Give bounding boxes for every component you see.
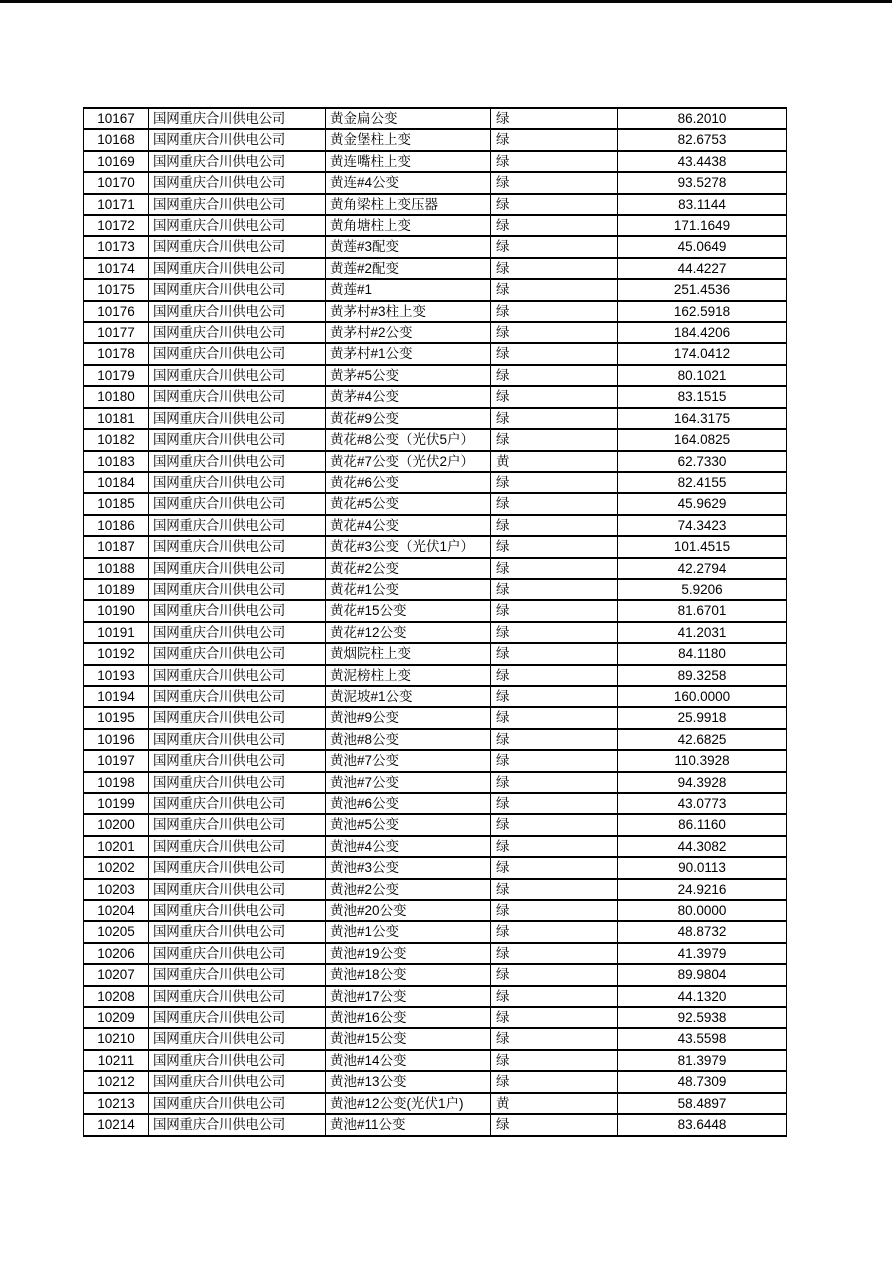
cell-device: 黄泥榜柱上变 — [326, 665, 491, 686]
cell-id: 10172 — [84, 215, 149, 236]
cell-status: 绿 — [491, 493, 618, 514]
cell-id: 10202 — [84, 857, 149, 878]
cell-value: 24.9216 — [618, 879, 787, 900]
cell-id: 10201 — [84, 836, 149, 857]
cell-company: 国网重庆合川供电公司 — [149, 558, 326, 579]
cell-value: 44.1320 — [618, 986, 787, 1007]
cell-status: 黄 — [491, 1093, 618, 1114]
cell-status: 绿 — [491, 386, 618, 407]
cell-id: 10192 — [84, 643, 149, 664]
table-row — [84, 943, 787, 964]
cell-company: 国网重庆合川供电公司 — [149, 729, 326, 750]
cell-status: 绿 — [491, 558, 618, 579]
table-row — [84, 665, 787, 686]
table-row — [84, 493, 787, 514]
cell-company: 国网重庆合川供电公司 — [149, 600, 326, 621]
cell-company: 国网重庆合川供电公司 — [149, 194, 326, 215]
cell-status: 绿 — [491, 943, 618, 964]
cell-status: 绿 — [491, 172, 618, 193]
cell-device: 黄池#7公变 — [326, 772, 491, 793]
table-row — [84, 215, 787, 236]
cell-id: 10203 — [84, 879, 149, 900]
cell-value: 41.2031 — [618, 622, 787, 643]
cell-device: 黄角梁柱上变压器 — [326, 194, 491, 215]
cell-device: 黄茅村#3柱上变 — [326, 301, 491, 322]
cell-device: 黄花#15公变 — [326, 600, 491, 621]
cell-id: 10212 — [84, 1071, 149, 1092]
cell-id: 10214 — [84, 1114, 149, 1135]
cell-id: 10195 — [84, 707, 149, 728]
table-row — [84, 1028, 787, 1049]
cell-status: 绿 — [491, 322, 618, 343]
table-row — [84, 707, 787, 728]
cell-company: 国网重庆合川供电公司 — [149, 772, 326, 793]
cell-company: 国网重庆合川供电公司 — [149, 921, 326, 942]
cell-status: 绿 — [491, 814, 618, 835]
cell-status: 绿 — [491, 151, 618, 172]
cell-company: 国网重庆合川供电公司 — [149, 964, 326, 985]
cell-device: 黄池#19公变 — [326, 943, 491, 964]
cell-status: 绿 — [491, 279, 618, 300]
cell-id: 10181 — [84, 408, 149, 429]
cell-status: 绿 — [491, 365, 618, 386]
cell-id: 10183 — [84, 451, 149, 472]
cell-value: 82.4155 — [618, 472, 787, 493]
cell-value: 43.4438 — [618, 151, 787, 172]
cell-value: 83.1144 — [618, 194, 787, 215]
cell-value: 83.6448 — [618, 1114, 787, 1135]
cell-value: 89.9804 — [618, 964, 787, 985]
cell-value: 43.5598 — [618, 1028, 787, 1049]
cell-id: 10169 — [84, 151, 149, 172]
cell-id: 10205 — [84, 921, 149, 942]
cell-company: 国网重庆合川供电公司 — [149, 493, 326, 514]
cell-status: 绿 — [491, 857, 618, 878]
cell-device: 黄花#1公变 — [326, 579, 491, 600]
cell-company: 国网重庆合川供电公司 — [149, 386, 326, 407]
cell-device: 黄池#20公变 — [326, 900, 491, 921]
cell-id: 10188 — [84, 558, 149, 579]
table-row — [84, 172, 787, 193]
cell-company: 国网重庆合川供电公司 — [149, 408, 326, 429]
cell-company: 国网重庆合川供电公司 — [149, 236, 326, 257]
cell-company: 国网重庆合川供电公司 — [149, 686, 326, 707]
table-row — [84, 793, 787, 814]
cell-device: 黄花#12公变 — [326, 622, 491, 643]
cell-id: 10204 — [84, 900, 149, 921]
table-row — [84, 686, 787, 707]
cell-id: 10196 — [84, 729, 149, 750]
cell-id: 10208 — [84, 986, 149, 1007]
cell-company: 国网重庆合川供电公司 — [149, 900, 326, 921]
table-row — [84, 921, 787, 942]
cell-value: 45.0649 — [618, 236, 787, 257]
cell-company: 国网重庆合川供电公司 — [149, 1114, 326, 1135]
cell-id: 10178 — [84, 343, 149, 364]
table-row — [84, 558, 787, 579]
cell-device: 黄连嘴柱上变 — [326, 151, 491, 172]
cell-value: 45.9629 — [618, 493, 787, 514]
cell-status: 绿 — [491, 429, 618, 450]
table-row — [84, 129, 787, 150]
cell-value: 94.3928 — [618, 772, 787, 793]
table-row — [84, 579, 787, 600]
cell-value: 171.1649 — [618, 215, 787, 236]
cell-company: 国网重庆合川供电公司 — [149, 215, 326, 236]
cell-id: 10179 — [84, 365, 149, 386]
cell-status: 绿 — [491, 772, 618, 793]
table-row — [84, 279, 787, 300]
cell-device: 黄泥坡#1公变 — [326, 686, 491, 707]
cell-value: 74.3423 — [618, 515, 787, 536]
cell-company: 国网重庆合川供电公司 — [149, 836, 326, 857]
table-row — [84, 1050, 787, 1071]
cell-id: 10171 — [84, 194, 149, 215]
cell-company: 国网重庆合川供电公司 — [149, 793, 326, 814]
cell-id: 10177 — [84, 322, 149, 343]
table-row — [84, 814, 787, 835]
cell-device: 黄池#14公变 — [326, 1050, 491, 1071]
cell-id: 10200 — [84, 814, 149, 835]
table-row — [84, 301, 787, 322]
table-row — [84, 194, 787, 215]
cell-id: 10209 — [84, 1007, 149, 1028]
cell-device: 黄莲#1 — [326, 279, 491, 300]
cell-device: 黄池#7公变 — [326, 750, 491, 771]
cell-value: 83.1515 — [618, 386, 787, 407]
cell-status: 绿 — [491, 1071, 618, 1092]
cell-company: 国网重庆合川供电公司 — [149, 665, 326, 686]
cell-status: 绿 — [491, 1028, 618, 1049]
cell-status: 绿 — [491, 1007, 618, 1028]
cell-id: 10167 — [84, 108, 149, 129]
cell-device: 黄花#3公变（光伏1户） — [326, 536, 491, 557]
cell-value: 101.4515 — [618, 536, 787, 557]
cell-status: 绿 — [491, 579, 618, 600]
cell-status: 绿 — [491, 750, 618, 771]
cell-id: 10191 — [84, 622, 149, 643]
table-row — [84, 879, 787, 900]
cell-status: 黄 — [491, 451, 618, 472]
cell-value: 62.7330 — [618, 451, 787, 472]
cell-company: 国网重庆合川供电公司 — [149, 172, 326, 193]
cell-device: 黄池#3公变 — [326, 857, 491, 878]
cell-value: 174.0412 — [618, 343, 787, 364]
cell-company: 国网重庆合川供电公司 — [149, 151, 326, 172]
cell-company: 国网重庆合川供电公司 — [149, 1093, 326, 1114]
table-row — [84, 472, 787, 493]
table-row — [84, 429, 787, 450]
table-row — [84, 408, 787, 429]
cell-id: 10185 — [84, 493, 149, 514]
table-row — [84, 322, 787, 343]
cell-status: 绿 — [491, 900, 618, 921]
table-row — [84, 1071, 787, 1092]
cell-company: 国网重庆合川供电公司 — [149, 579, 326, 600]
cell-status: 绿 — [491, 108, 618, 129]
table-row — [84, 622, 787, 643]
cell-id: 10174 — [84, 258, 149, 279]
cell-status: 绿 — [491, 472, 618, 493]
table-row — [84, 1114, 787, 1135]
cell-company: 国网重庆合川供电公司 — [149, 1007, 326, 1028]
cell-device: 黄花#5公变 — [326, 493, 491, 514]
cell-status: 绿 — [491, 408, 618, 429]
cell-status: 绿 — [491, 836, 618, 857]
cell-device: 黄莲#3配变 — [326, 236, 491, 257]
table-row — [84, 343, 787, 364]
cell-company: 国网重庆合川供电公司 — [149, 1050, 326, 1071]
cell-value: 93.5278 — [618, 172, 787, 193]
table-row — [84, 536, 787, 557]
cell-device: 黄池#6公变 — [326, 793, 491, 814]
cell-device: 黄烟院柱上变 — [326, 643, 491, 664]
cell-value: 86.1160 — [618, 814, 787, 835]
cell-status: 绿 — [491, 665, 618, 686]
cell-device: 黄茅#5公变 — [326, 365, 491, 386]
cell-company: 国网重庆合川供电公司 — [149, 472, 326, 493]
cell-device: 黄茅#4公变 — [326, 386, 491, 407]
cell-value: 84.1180 — [618, 643, 787, 664]
cell-value: 48.8732 — [618, 921, 787, 942]
cell-device: 黄池#8公变 — [326, 729, 491, 750]
table-row — [84, 729, 787, 750]
cell-value: 86.2010 — [618, 108, 787, 129]
cell-value: 164.3175 — [618, 408, 787, 429]
cell-company: 国网重庆合川供电公司 — [149, 429, 326, 450]
cell-value: 48.7309 — [618, 1071, 787, 1092]
cell-device: 黄池#13公变 — [326, 1071, 491, 1092]
cell-device: 黄池#11公变 — [326, 1114, 491, 1135]
cell-company: 国网重庆合川供电公司 — [149, 1071, 326, 1092]
cell-value: 92.5938 — [618, 1007, 787, 1028]
cell-company: 国网重庆合川供电公司 — [149, 622, 326, 643]
cell-company: 国网重庆合川供电公司 — [149, 707, 326, 728]
cell-value: 81.3979 — [618, 1050, 787, 1071]
table-row — [84, 857, 787, 878]
cell-id: 10198 — [84, 772, 149, 793]
cell-value: 25.9918 — [618, 707, 787, 728]
cell-company: 国网重庆合川供电公司 — [149, 750, 326, 771]
cell-status: 绿 — [491, 707, 618, 728]
cell-company: 国网重庆合川供电公司 — [149, 536, 326, 557]
table-row — [84, 600, 787, 621]
cell-device: 黄连#4公变 — [326, 172, 491, 193]
cell-value: 110.3928 — [618, 750, 787, 771]
cell-status: 绿 — [491, 343, 618, 364]
cell-id: 10187 — [84, 536, 149, 557]
cell-status: 绿 — [491, 964, 618, 985]
cell-device: 黄池#1公变 — [326, 921, 491, 942]
cell-device: 黄金堡柱上变 — [326, 129, 491, 150]
cell-company: 国网重庆合川供电公司 — [149, 986, 326, 1007]
cell-id: 10182 — [84, 429, 149, 450]
cell-id: 10170 — [84, 172, 149, 193]
cell-device: 黄池#15公变 — [326, 1028, 491, 1049]
cell-status: 绿 — [491, 1114, 618, 1135]
cell-device: 黄池#9公变 — [326, 707, 491, 728]
cell-status: 绿 — [491, 515, 618, 536]
cell-device: 黄池#17公变 — [326, 986, 491, 1007]
cell-device: 黄莲#2配变 — [326, 258, 491, 279]
table-row — [84, 836, 787, 857]
table-row — [84, 108, 787, 129]
cell-value: 43.0773 — [618, 793, 787, 814]
cell-status: 绿 — [491, 986, 618, 1007]
cell-status: 绿 — [491, 215, 618, 236]
cell-device: 黄花#7公变（光伏2户） — [326, 451, 491, 472]
page-top-edge-line — [0, 0, 892, 3]
cell-value: 90.0113 — [618, 857, 787, 878]
cell-value: 184.4206 — [618, 322, 787, 343]
cell-status: 绿 — [491, 793, 618, 814]
cell-id: 10186 — [84, 515, 149, 536]
cell-company: 国网重庆合川供电公司 — [149, 365, 326, 386]
cell-status: 绿 — [491, 194, 618, 215]
table-row — [84, 900, 787, 921]
cell-device: 黄池#2公变 — [326, 879, 491, 900]
cell-value: 82.6753 — [618, 129, 787, 150]
cell-status: 绿 — [491, 686, 618, 707]
cell-value: 44.4227 — [618, 258, 787, 279]
cell-company: 国网重庆合川供电公司 — [149, 515, 326, 536]
cell-status: 绿 — [491, 129, 618, 150]
cell-id: 10168 — [84, 129, 149, 150]
cell-value: 162.5918 — [618, 301, 787, 322]
table-row — [84, 365, 787, 386]
cell-id: 10175 — [84, 279, 149, 300]
cell-company: 国网重庆合川供电公司 — [149, 879, 326, 900]
cell-company: 国网重庆合川供电公司 — [149, 814, 326, 835]
table-row — [84, 750, 787, 771]
cell-status: 绿 — [491, 729, 618, 750]
cell-id: 10211 — [84, 1050, 149, 1071]
cell-id: 10207 — [84, 964, 149, 985]
cell-value: 251.4536 — [618, 279, 787, 300]
cell-company: 国网重庆合川供电公司 — [149, 301, 326, 322]
cell-status: 绿 — [491, 236, 618, 257]
cell-company: 国网重庆合川供电公司 — [149, 857, 326, 878]
table-body — [84, 108, 787, 1136]
table-row — [84, 1093, 787, 1114]
cell-device: 黄花#9公变 — [326, 408, 491, 429]
cell-status: 绿 — [491, 600, 618, 621]
cell-device: 黄池#18公变 — [326, 964, 491, 985]
cell-company: 国网重庆合川供电公司 — [149, 451, 326, 472]
cell-status: 绿 — [491, 643, 618, 664]
cell-id: 10197 — [84, 750, 149, 771]
table-row — [84, 986, 787, 1007]
cell-value: 89.3258 — [618, 665, 787, 686]
cell-id: 10199 — [84, 793, 149, 814]
cell-status: 绿 — [491, 921, 618, 942]
cell-value: 160.0000 — [618, 686, 787, 707]
cell-company: 国网重庆合川供电公司 — [149, 343, 326, 364]
table-row — [84, 386, 787, 407]
cell-device: 黄池#5公变 — [326, 814, 491, 835]
transformer-load-table — [83, 107, 787, 1137]
table-row — [84, 236, 787, 257]
table-row — [84, 772, 787, 793]
table-row — [84, 964, 787, 985]
cell-status: 绿 — [491, 879, 618, 900]
cell-id: 10190 — [84, 600, 149, 621]
cell-device: 黄花#8公变（光伏5户） — [326, 429, 491, 450]
cell-status: 绿 — [491, 301, 618, 322]
cell-company: 国网重庆合川供电公司 — [149, 108, 326, 129]
cell-company: 国网重庆合川供电公司 — [149, 943, 326, 964]
cell-status: 绿 — [491, 536, 618, 557]
cell-value: 58.4897 — [618, 1093, 787, 1114]
cell-company: 国网重庆合川供电公司 — [149, 279, 326, 300]
table-row — [84, 1007, 787, 1028]
cell-id: 10210 — [84, 1028, 149, 1049]
table-row — [84, 643, 787, 664]
cell-id: 10193 — [84, 665, 149, 686]
cell-status: 绿 — [491, 1050, 618, 1071]
cell-status: 绿 — [491, 622, 618, 643]
cell-value: 41.3979 — [618, 943, 787, 964]
cell-company: 国网重庆合川供电公司 — [149, 129, 326, 150]
table-row — [84, 451, 787, 472]
cell-status: 绿 — [491, 258, 618, 279]
table-row — [84, 258, 787, 279]
cell-value: 164.0825 — [618, 429, 787, 450]
cell-id: 10180 — [84, 386, 149, 407]
cell-id: 10206 — [84, 943, 149, 964]
cell-company: 国网重庆合川供电公司 — [149, 1028, 326, 1049]
cell-id: 10189 — [84, 579, 149, 600]
cell-device: 黄茅村#2公变 — [326, 322, 491, 343]
cell-value: 42.6825 — [618, 729, 787, 750]
cell-device: 黄茅村#1公变 — [326, 343, 491, 364]
cell-value: 80.0000 — [618, 900, 787, 921]
cell-value: 5.9206 — [618, 579, 787, 600]
cell-device: 黄金扁公变 — [326, 108, 491, 129]
cell-value: 42.2794 — [618, 558, 787, 579]
cell-company: 国网重庆合川供电公司 — [149, 322, 326, 343]
cell-company: 国网重庆合川供电公司 — [149, 643, 326, 664]
cell-company: 国网重庆合川供电公司 — [149, 258, 326, 279]
cell-device: 黄花#4公变 — [326, 515, 491, 536]
table-row — [84, 151, 787, 172]
cell-device: 黄花#6公变 — [326, 472, 491, 493]
cell-id: 10184 — [84, 472, 149, 493]
cell-device: 黄池#4公变 — [326, 836, 491, 857]
cell-id: 10194 — [84, 686, 149, 707]
cell-device: 黄池#16公变 — [326, 1007, 491, 1028]
cell-device: 黄池#12公变(光伏1户) — [326, 1093, 491, 1114]
table-row — [84, 515, 787, 536]
cell-value: 44.3082 — [618, 836, 787, 857]
cell-id: 10213 — [84, 1093, 149, 1114]
cell-id: 10176 — [84, 301, 149, 322]
cell-device: 黄花#2公变 — [326, 558, 491, 579]
cell-value: 80.1021 — [618, 365, 787, 386]
cell-id: 10173 — [84, 236, 149, 257]
cell-value: 81.6701 — [618, 600, 787, 621]
cell-device: 黄角塘柱上变 — [326, 215, 491, 236]
